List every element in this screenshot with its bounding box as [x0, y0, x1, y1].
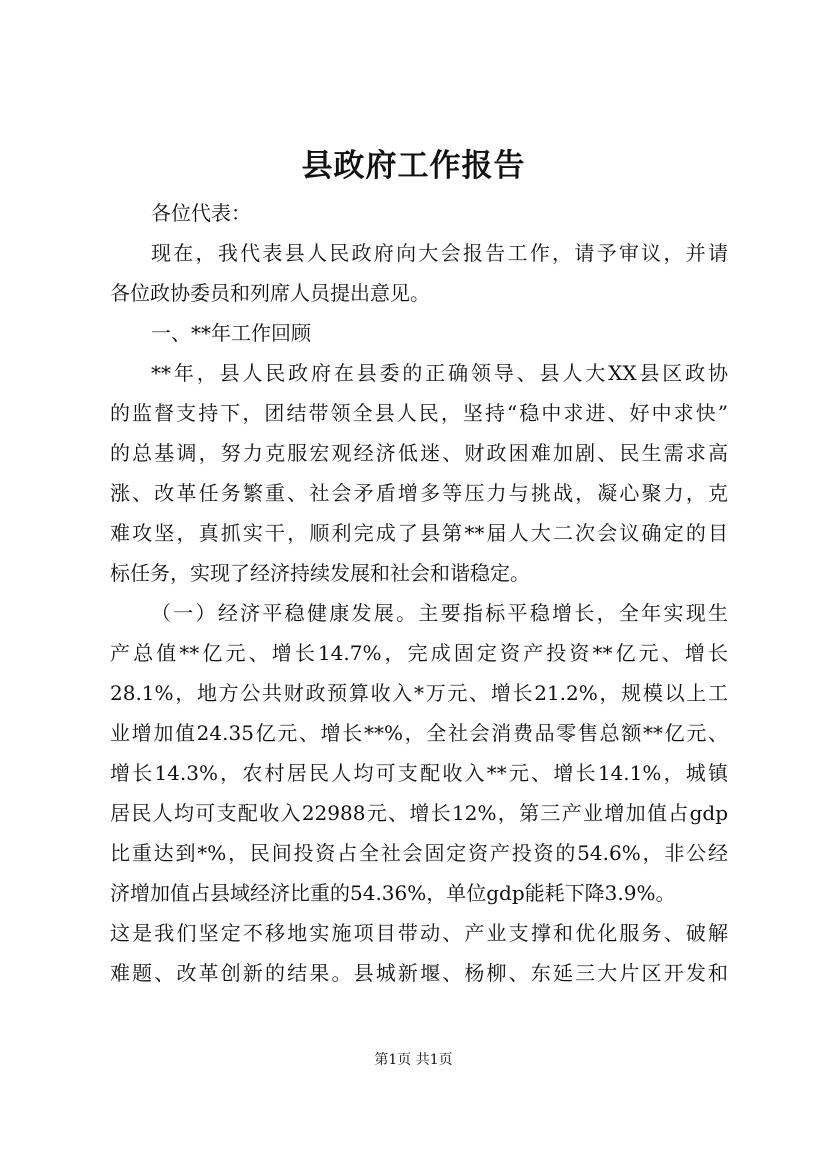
document-title: 县政府工作报告 — [301, 148, 526, 184]
paragraph-line: 增长14.3%，农村居民人均可支配收入**元、增长14.1%，城镇 — [110, 761, 728, 785]
paragraph-line: 各位政协委员和列席人员提出意见。 — [110, 281, 430, 305]
paragraph-line: （一）经济平稳健康发展。主要指标平稳增长，全年实现生 — [151, 601, 728, 625]
paragraph-line: 济增加值占县域经济比重的54.36%，单位gdp能耗下降3.9%。 — [110, 881, 676, 905]
paragraph-line: 难题、改革创新的结果。县城新堰、杨柳、东延三大片区开发和 — [110, 961, 728, 985]
paragraph-line: 28.1%，地方公共财政预算收入*万元、增长21.2%，规模以上工 — [110, 681, 728, 705]
document-body — [110, 193, 728, 993]
paragraph-line: 这是我们坚定不移地实施项目带动、产业支撑和优化服务、破解 — [110, 921, 728, 945]
salutation-line: 各位代表： — [151, 201, 251, 225]
paragraph-line: 业增加值24.35亿元、增长**%，全社会消费品零售总额**亿元、 — [110, 721, 728, 745]
paragraph-line: 标任务，实现了经济持续发展和社会和谐稳定。 — [110, 561, 530, 585]
paragraph-line: 比重达到*%，民间投资占全社会固定资产投资的54.6%，非公经 — [110, 841, 728, 865]
page-number-footer: 第1页 共1页 — [374, 1052, 453, 1068]
paragraph-line: 现在，我代表县人民政府向大会报告工作，请予审议，并请 — [151, 241, 728, 265]
paragraph-line: 的总基调，努力克服宏观经济低迷、财政困难加剧、民生需求高 — [110, 441, 728, 465]
paragraph-line: **年，县人民政府在县委的正确领导、县人大XX县区政协 — [151, 361, 728, 385]
paragraph-line: 难攻坚，真抓实干，顺利完成了县第**届人大二次会议确定的目 — [110, 521, 728, 545]
paragraph-line: 的监督支持下，团结带领全县人民，坚持“稳中求进、好中求快” — [110, 401, 728, 425]
paragraph-line: 涨、改革任务繁重、社会矛盾增多等压力与挑战，凝心聚力，克 — [110, 481, 728, 505]
paragraph-line: 产总值**亿元、增长14.7%，完成固定资产投资**亿元、增长 — [110, 641, 728, 665]
paragraph-line: 居民人均可支配收入22988元、增长12%，第三产业增加值占gdp — [110, 801, 728, 825]
section-heading: 一、**年工作回顾 — [151, 321, 311, 345]
